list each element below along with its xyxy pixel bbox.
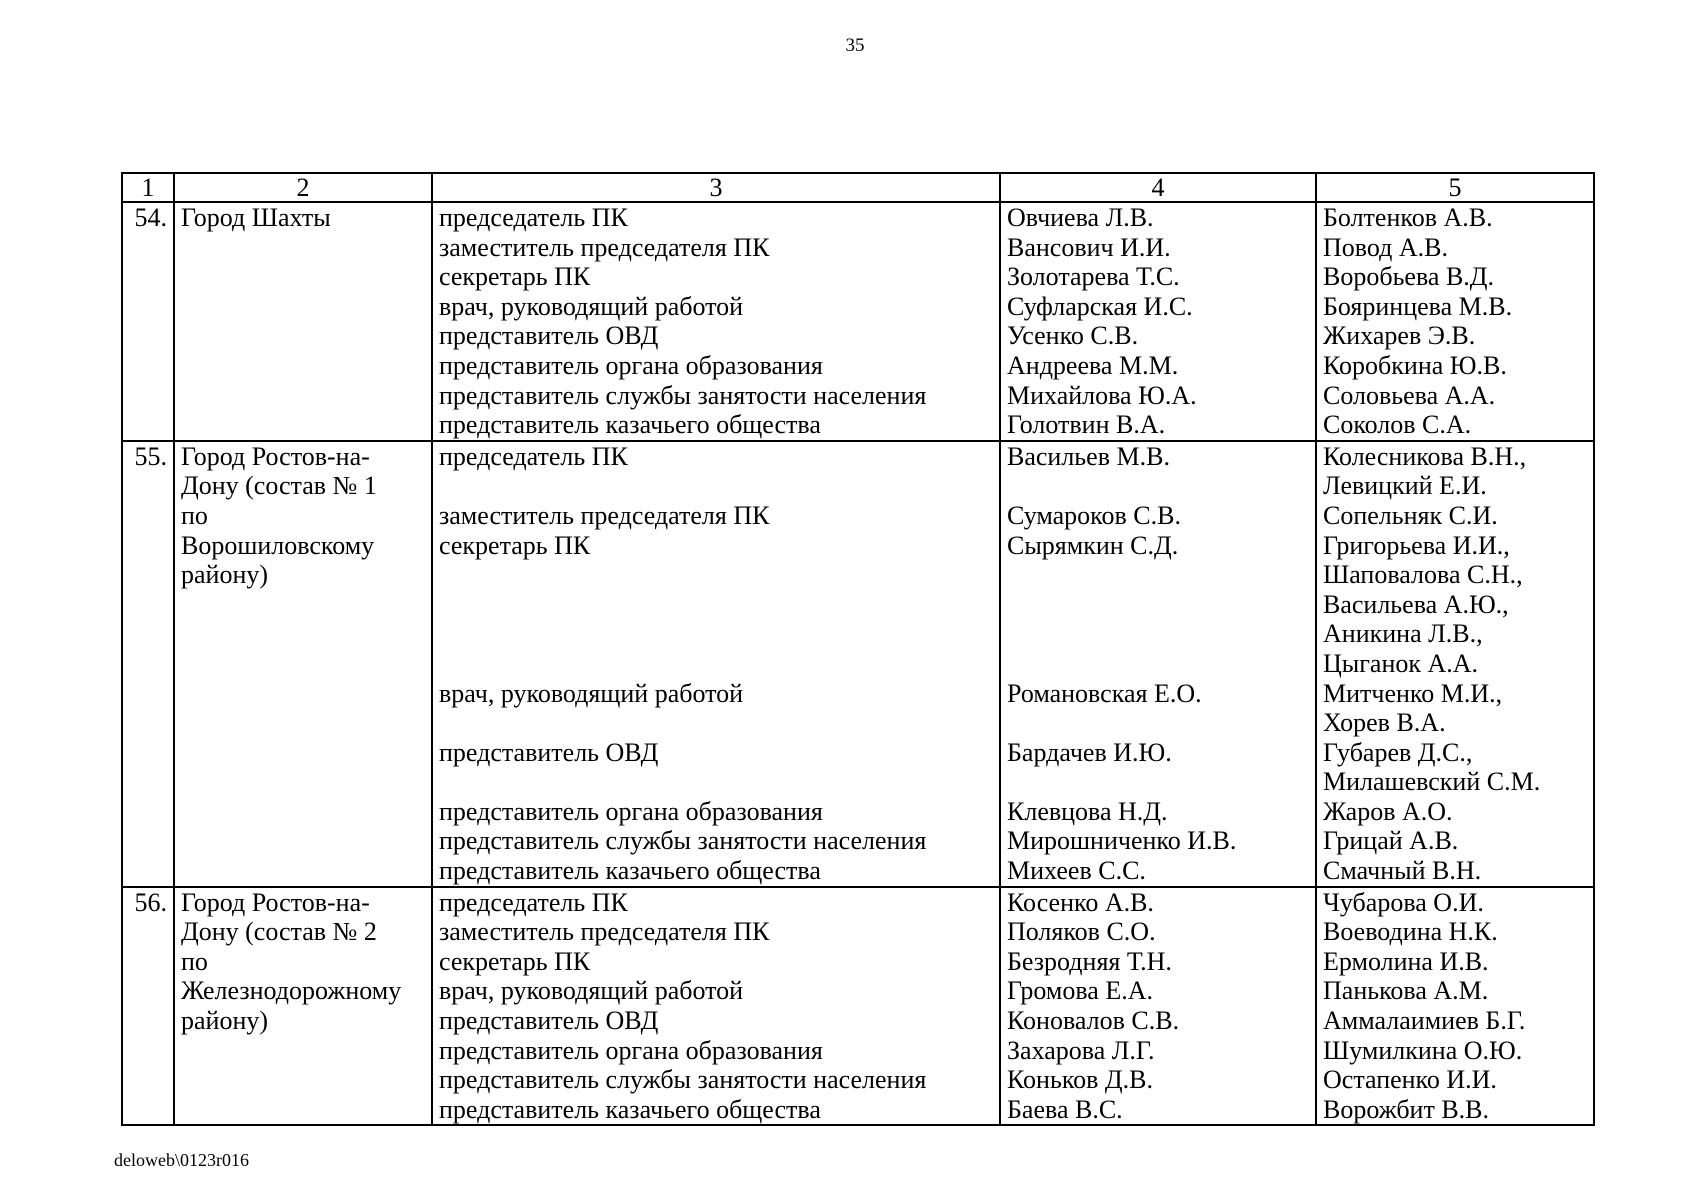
- member-name: Безродняя Т.Н.: [1007, 946, 1172, 976]
- reserve-name: Воеводина Н.К.: [1323, 917, 1498, 947]
- member-name: Суфларская И.С.: [1007, 291, 1193, 321]
- role-line: представитель органа образования: [439, 1035, 823, 1065]
- commission-table: [121, 172, 1595, 1126]
- member-name: [1007, 649, 1309, 679]
- roles-cell: [432, 202, 1000, 441]
- role-line: представитель ОВД: [439, 1006, 659, 1036]
- role-line: представитель службы занятости населения: [439, 826, 927, 856]
- reserve-name: Митченко М.И.,: [1323, 678, 1503, 708]
- reserve-name: Аникина Л.В.,: [1323, 619, 1483, 649]
- role-line: председатель ПК: [439, 887, 628, 917]
- municipality-cell: [174, 441, 432, 887]
- role-line: председатель ПК: [439, 203, 628, 232]
- reserve-name: Смачный В.Н.: [1323, 856, 1482, 886]
- reserve-name: Шумилкина О.Ю.: [1323, 1035, 1523, 1065]
- member-name: Золотарева Т.С.: [1007, 262, 1180, 292]
- page-number: 35: [845, 35, 865, 56]
- role-line: представитель казачьего общества: [439, 856, 821, 886]
- header-col-4: 4: [1000, 173, 1316, 202]
- role-line: председатель ПК: [439, 441, 628, 471]
- reserve-name: Панькова А.М.: [1323, 976, 1489, 1006]
- role-line: врач, руководящий работой: [439, 291, 744, 321]
- municipality-name-line: Город Ростов-на-: [181, 441, 370, 471]
- role-line: [439, 560, 993, 590]
- member-name: Баева В.С.: [1007, 1094, 1123, 1124]
- role-line: врач, руководящий работой: [439, 678, 744, 708]
- reserve-name: Сопельняк С.И.: [1323, 500, 1498, 530]
- role-line: заместитель председателя ПК: [439, 232, 770, 262]
- reserve-name: Хорев В.А.: [1323, 708, 1446, 738]
- member-name: Поляков С.О.: [1007, 917, 1156, 947]
- member-name: Коновалов С.В.: [1007, 1006, 1180, 1036]
- reserve-name: Губарев Д.С.,: [1323, 737, 1473, 767]
- header-row: [122, 173, 1594, 202]
- municipality-name-line: району): [181, 1006, 269, 1036]
- header-col-5: 5: [1316, 173, 1594, 202]
- member-name: [1007, 560, 1309, 590]
- member-name: Усенко С.В.: [1007, 321, 1139, 351]
- reserve-name: Болтенков А.В.: [1323, 203, 1493, 232]
- role-line: [439, 471, 993, 501]
- reserve-name: Жихарев Э.В.: [1323, 321, 1476, 351]
- table-row: [122, 202, 1594, 441]
- member-name: Голотвин В.А.: [1007, 410, 1166, 440]
- role-line: заместитель председателя ПК: [439, 500, 770, 530]
- municipality-name-line: Дону (состав № 1: [181, 471, 377, 501]
- member-name: Андреева М.М.: [1007, 350, 1179, 380]
- row-number: 55.: [122, 441, 174, 887]
- member-name: Мирошниченко И.В.: [1007, 826, 1237, 856]
- header-col-3: 3: [432, 173, 1000, 202]
- municipality-name-line: району): [181, 560, 269, 590]
- reserves-cell: [1316, 441, 1594, 887]
- reserve-name: Левицкий Е.И.: [1323, 471, 1487, 501]
- role-line: секретарь ПК: [439, 262, 591, 292]
- municipality-name-line: Железнодорожному: [181, 976, 402, 1006]
- reserve-name: Васильева А.Ю.,: [1323, 589, 1509, 619]
- role-line: [439, 619, 993, 649]
- member-name: Клевцова Н.Д.: [1007, 796, 1168, 826]
- role-line: [439, 590, 993, 620]
- municipality-name-line: по: [181, 500, 208, 530]
- header-col-2: 2: [174, 173, 432, 202]
- member-name: Коньков Д.В.: [1007, 1065, 1153, 1095]
- member-name: [1007, 767, 1309, 797]
- member-name: Сумароков С.В.: [1007, 500, 1181, 530]
- member-name: [1007, 471, 1309, 501]
- member-name: [1007, 708, 1309, 738]
- member-name: Романовская Е.О.: [1007, 678, 1202, 708]
- reserve-name: Ворожбит В.В.: [1323, 1094, 1490, 1124]
- role-line: представитель службы занятости населения: [439, 380, 927, 410]
- role-line: представитель службы занятости населения: [439, 1065, 927, 1095]
- role-line: представитель ОВД: [439, 737, 659, 767]
- reserve-name: Милашевский С.М.: [1323, 767, 1541, 797]
- role-line: представитель органа образования: [439, 350, 823, 380]
- row-number: 54.: [122, 202, 174, 441]
- municipality-name-line: Дону (состав № 2: [181, 917, 377, 947]
- reserves-cell: [1316, 887, 1594, 1126]
- footer-doc-code: deloweb\0123r016: [114, 1150, 249, 1170]
- municipality-name-line: Город Ростов-на-: [181, 887, 370, 917]
- role-line: представитель органа образования: [439, 796, 823, 826]
- role-line: представитель ОВД: [439, 321, 659, 351]
- reserve-name: Грицай А.В.: [1323, 826, 1459, 856]
- members-cell: [1000, 202, 1316, 441]
- reserve-name: Шаповалова С.Н.,: [1323, 560, 1523, 590]
- member-name: Косенко А.В.: [1007, 887, 1154, 917]
- role-line: секретарь ПК: [439, 946, 591, 976]
- municipality-name-line: по: [181, 946, 208, 976]
- reserve-name: Жаров А.О.: [1323, 796, 1453, 826]
- role-line: [439, 649, 993, 679]
- reserve-name: Коробкина Ю.В.: [1323, 350, 1507, 380]
- roles-cell: [432, 887, 1000, 1126]
- reserve-name: Колесникова В.Н.,: [1323, 441, 1527, 471]
- reserve-name: Соловьева А.А.: [1323, 380, 1496, 410]
- reserve-name: Ермолина И.В.: [1323, 946, 1489, 976]
- municipality-name-line: Город Шахты: [181, 203, 331, 232]
- row-number: 56.: [122, 887, 174, 1126]
- reserve-name: Остапенко И.И.: [1323, 1065, 1497, 1095]
- table-row: [122, 887, 1594, 1126]
- role-line: заместитель председателя ПК: [439, 917, 770, 947]
- member-name: Вансович И.И.: [1007, 232, 1171, 262]
- reserve-name: Цыганок А.А.: [1323, 648, 1479, 678]
- reserve-name: Воробьева В.Д.: [1323, 262, 1495, 292]
- role-line: секретарь ПК: [439, 530, 591, 560]
- reserve-name: Чубарова О.И.: [1323, 887, 1484, 917]
- reserve-name: Соколов С.А.: [1323, 410, 1472, 440]
- header-col-1: 1: [122, 173, 174, 202]
- member-name: Васильев М.В.: [1007, 441, 1170, 471]
- members-cell: [1000, 441, 1316, 887]
- reserve-name: Григорьева И.И.,: [1323, 530, 1510, 560]
- member-name: [1007, 590, 1309, 620]
- member-name: Захарова Л.Г.: [1007, 1035, 1155, 1065]
- municipality-cell: [174, 202, 432, 441]
- municipality-name-line: Ворошиловскому: [181, 530, 375, 560]
- reserve-name: Аммалаимиев Б.Г.: [1323, 1006, 1526, 1036]
- roles-cell: [432, 441, 1000, 887]
- member-name: Громова Е.А.: [1007, 976, 1153, 1006]
- role-line: представитель казачьего общества: [439, 1094, 821, 1124]
- role-line: врач, руководящий работой: [439, 976, 744, 1006]
- role-line: представитель казачьего общества: [439, 410, 821, 440]
- member-name: [1007, 619, 1309, 649]
- reserves-cell: [1316, 202, 1594, 441]
- reserve-name: Повод А.В.: [1323, 232, 1448, 262]
- role-line: [439, 767, 993, 797]
- member-name: Сырямкин С.Д.: [1007, 530, 1179, 560]
- role-line: [439, 708, 993, 738]
- members-cell: [1000, 887, 1316, 1126]
- reserve-name: Бояринцева М.В.: [1323, 291, 1513, 321]
- member-name: Бардачев И.Ю.: [1007, 737, 1172, 767]
- member-name: Михайлова Ю.А.: [1007, 380, 1197, 410]
- member-name: Овчиева Л.В.: [1007, 203, 1154, 232]
- table-row: [122, 441, 1594, 887]
- municipality-cell: [174, 887, 432, 1126]
- member-name: Михеев С.С.: [1007, 856, 1146, 886]
